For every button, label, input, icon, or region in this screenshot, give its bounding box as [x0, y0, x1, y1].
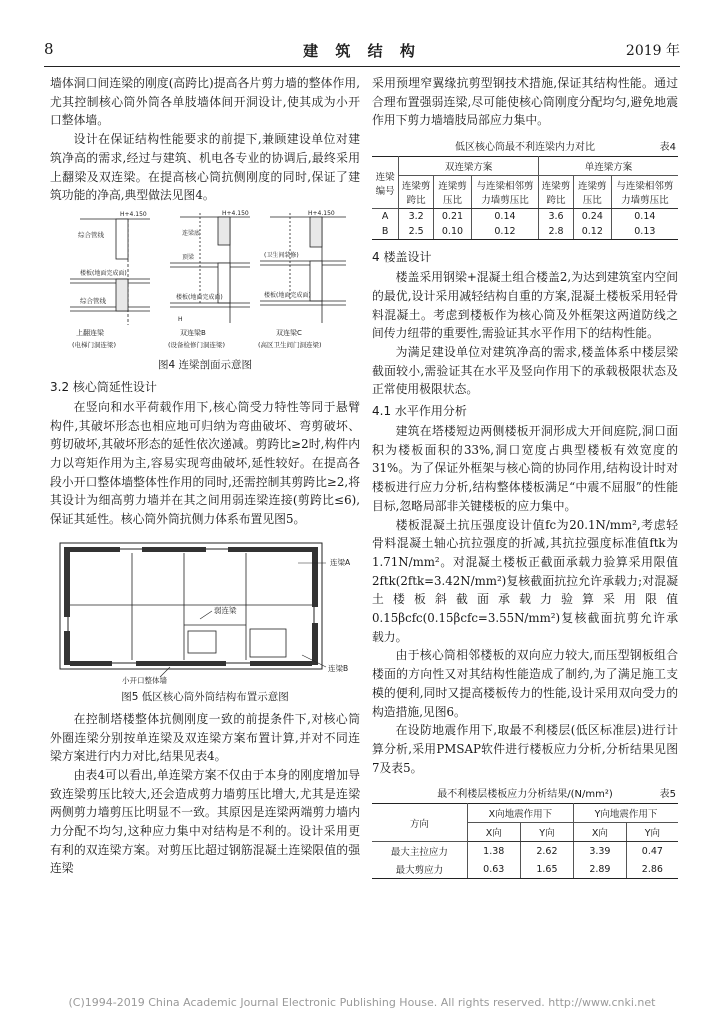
top-beam-label: 顶梁	[182, 253, 195, 261]
paragraph: 设计在保证结构性能要求的前提下,兼顾建设单位对建筑净高的需求,经过与建筑、机电各专业的协调后,最终采用上翻梁及双连梁。在提高核心筒抗侧刚度的同时,保证了建筑功能的净高,典型做法见图4。	[50, 132, 360, 203]
section-heading: 4 楼盖设计	[372, 250, 432, 265]
panel-label-double-beam-c: 双连梁C	[276, 328, 302, 337]
journal-title: 建 筑 结 构	[303, 42, 421, 60]
journal-year: 2019 年	[625, 43, 680, 59]
table-row	[372, 209, 678, 225]
right-column	[372, 74, 678, 879]
figure-4	[50, 207, 360, 355]
section-heading: 3.2 核心筒延性设计	[50, 379, 157, 394]
table-header: 与连梁相邻剪力墙剪压比	[611, 176, 678, 209]
panel-note: (电梯门洞连梁)	[72, 340, 117, 349]
paragraph: 楼板混凝土抗压强度设计值fc为20.1N/mm²,考虑轻骨料混凝土轴心抗拉强度的折减,其抗拉强度标准值ftk为1.71N/mm²。对混凝土楼板正截面承载力验算采用限值2ftk(2ftk=3.42N/mm²)复核截面抗拉允许承载力;对混凝土楼板斜截面承载力验算采用限值0.15βcfc(0.15βcfc=3.55N/mm²)复核截面抗剪允许承载力。	[372, 517, 678, 644]
paragraph: 为满足建设单位对建筑净高的需求,楼盖体系中楼层梁截面较小,需验证其在水平及竖向作用下的承载极限状态及正常使用极限状态。	[372, 344, 678, 397]
elevation-h: H	[178, 315, 183, 323]
beam-section-diagram	[50, 207, 360, 355]
table-cell: 0.12	[573, 224, 611, 240]
table-header: 与连梁相邻剪力墙剪压比	[471, 176, 538, 209]
left-column	[50, 74, 360, 878]
slab-label: 楼板(地面完成面)	[80, 269, 127, 277]
paragraph: 墙体洞口间连梁的刚度(高跨比)提高各片剪力墙的整体作用,尤其控制核心筒外筒各单肢墙体间开洞设计,使其成为小开口整体墙。	[50, 76, 360, 128]
table-caption	[372, 138, 678, 153]
table-5	[372, 803, 678, 879]
table-cell: 0.24	[573, 209, 611, 225]
elevation-label: H+4.150	[222, 209, 249, 217]
panel-note: (高区卫生间门洞连梁)	[258, 340, 322, 349]
table-cell: A	[372, 209, 399, 225]
slab-label: 楼板(地面完成面)	[264, 291, 311, 299]
label-connecting-beam-a: 连梁A	[330, 557, 351, 567]
paragraph: 由于核心筒相邻楼板的双向应力较大,而压型钢板组合楼面的方向性又对其结构性能造成了制约,为了满足施工支模的便利,同时又提高楼板传力的性能,设计采用双向受力的构造措施,见图6。	[372, 648, 678, 719]
elevation-label: H+4.150	[308, 209, 335, 217]
figure-caption: 图4 连梁剖面示意图	[157, 358, 253, 371]
panel-label-upper-beam: 上翻连梁	[76, 328, 104, 337]
table-cell: 0.21	[434, 209, 472, 225]
panel-label-double-beam-b: 双连梁B	[180, 328, 206, 337]
table-cell: 3.6	[539, 209, 574, 225]
paragraph: 在控制塔楼整体抗侧刚度一致的前提条件下,对核心筒外圈连梁分别按单连梁及双连梁方案布置计算,并对不同连梁方案进行内力对比,结果见表4。	[50, 711, 360, 764]
table-row	[372, 842, 678, 861]
label-weak-beam: 弱连梁	[214, 605, 237, 615]
header-rule	[44, 66, 680, 67]
table-cell: 2.86	[626, 860, 678, 879]
table-cell: 2.5	[399, 224, 434, 240]
table-cell: 0.10	[434, 224, 472, 240]
table-header: 方向	[372, 804, 467, 842]
table-header: 连梁剪跨比	[539, 176, 574, 209]
page-number: 8	[44, 40, 54, 58]
core-tube-layout-diagram	[50, 535, 360, 687]
label-small-opening-wall: 小开口整体墙	[122, 675, 167, 685]
table-cell: 最大主拉应力	[372, 842, 467, 861]
table-row	[372, 224, 678, 240]
table-header: 连梁剪压比	[573, 176, 611, 209]
table-cell: 1.38	[467, 842, 520, 861]
table-header: 连梁剪跨比	[399, 176, 434, 209]
figure-5	[50, 535, 360, 687]
table-header-group: 单连梁方案	[539, 157, 678, 176]
table-header: 连梁编号	[372, 157, 399, 209]
table-cell: 3.2	[399, 209, 434, 225]
label-connecting-beam-b: 连梁B	[328, 663, 349, 673]
pipe-label: 综合管线	[80, 296, 106, 305]
elevation-label: H+4.150	[120, 210, 147, 218]
table-header: 连梁剪压比	[434, 176, 472, 209]
table-row	[372, 860, 678, 879]
table-cell: 0.14	[611, 209, 678, 225]
table-cell: 0.63	[467, 860, 520, 879]
table-header: X向	[574, 823, 627, 842]
section-heading: 4.1 水平作用分析	[372, 404, 467, 419]
table-cell: 1.65	[520, 860, 573, 879]
paragraph: 采用预埋窄翼缘抗剪型钢技术措施,保证其结构性能。通过合理布置强弱连梁,尽可能使核心筒刚度分配均匀,避免地震作用下剪力墙墙肢局部应力集中。	[372, 76, 678, 128]
beam-bottom-label: 连梁底	[182, 229, 201, 237]
table-cell: 3.39	[574, 842, 627, 861]
table-cell: 2.8	[539, 224, 574, 240]
table-4	[372, 156, 678, 240]
room-label: (卫生间装修)	[264, 251, 299, 259]
page-header	[44, 40, 680, 64]
table-cell: B	[372, 224, 399, 240]
paragraph: 楼盖采用钢梁+混凝土组合楼盖2,为达到建筑室内空间的最优,设计采用减轻结构自重的方案,混凝土楼板采用轻骨料混凝土。考虑到楼板作为核心筒及外框架这两道防线之间传力纽带的重要性,需验证其水平作用下的结构性能。	[372, 270, 678, 341]
paragraph: 建筑在塔楼短边两侧楼板开洞形成大开间庭院,洞口面积为楼板面积的33%,洞口宽度占典型楼板有效宽度的31%。为了保证外框架与核心筒的协同作用,结构设计时对楼板进行应力分析,结构整体楼板满足“中震不屈服”的性能目标,忽略局部非关键楼板的应力集中。	[372, 424, 678, 513]
slab-label: 楼板(地面完成面)	[176, 293, 223, 301]
table-caption	[372, 785, 678, 800]
paragraph: 由表4可以看出,单连梁方案不仅由于本身的刚度增加导致连梁剪压比较大,还会造成剪力墙剪压比增大,尤其是连梁两侧剪力墙剪压比明显不一致。其原因是连梁两端剪力墙内力分配不均匀,这种应力集中对结构是不利的。设计采用更有利的双连梁方案。对剪压比超过钢筋混凝土连梁限值的强连梁	[50, 767, 360, 876]
table-header-group: Y向地震作用下	[574, 804, 678, 823]
panel-note: (设备检修门洞连梁)	[168, 340, 226, 349]
figure-caption: 图5 低区核心筒外筒结构布置示意图	[121, 690, 289, 703]
table-header-group: 双连梁方案	[399, 157, 539, 176]
table-number: 表5	[659, 789, 676, 801]
table-header: Y向	[520, 823, 573, 842]
table-cell: 2.62	[520, 842, 573, 861]
table-header-group: X向地震作用下	[467, 804, 573, 823]
table-cell: 0.47	[626, 842, 678, 861]
table-title: 最不利楼层楼板应力分析结果/(N/mm²)	[437, 789, 613, 801]
table-cell: 0.13	[611, 224, 678, 240]
paragraph: 在竖向和水平荷载作用下,核心筒受力特性等同于悬臂构件,其破坏形态也相应地可归纳为弯曲破坏、弯剪破坏、剪切破坏,其破坏形态的延性依次递减。剪跨比≥2时,构件内力以弯矩作用为主,容易实现弯曲破坏,延性较好。在提高各段小开口整体墙整体性作用的同时,还需控制其剪跨比≥2,将其设计为细高剪力墙并在其之间用弱连梁连接(剪跨比≤6),保证其延性。核心筒外筒抗侧力体系布置见图5。	[50, 399, 360, 527]
table-cell: 0.14	[471, 209, 538, 225]
table-title: 低区核心筒最不利连梁内力对比	[455, 142, 595, 154]
paragraph: 在设防地震作用下,取最不利楼层(低区标准层)进行计算分析,采用PMSAP软件进行楼板应力分析,分析结果见图7及表5。	[372, 723, 678, 775]
table-header: X向	[467, 823, 520, 842]
table-cell: 2.89	[574, 860, 627, 879]
copyright-footer: (C)1994-2019 China Academic Journal Electronic Publishing House. All rights reserved. http://www.cnki.net	[68, 996, 656, 1009]
pipe-label: 综合管线	[78, 230, 104, 239]
table-header: Y向	[626, 823, 678, 842]
table-cell: 最大剪应力	[372, 860, 467, 879]
table-cell: 0.12	[471, 224, 538, 240]
table-number: 表4	[659, 142, 676, 154]
